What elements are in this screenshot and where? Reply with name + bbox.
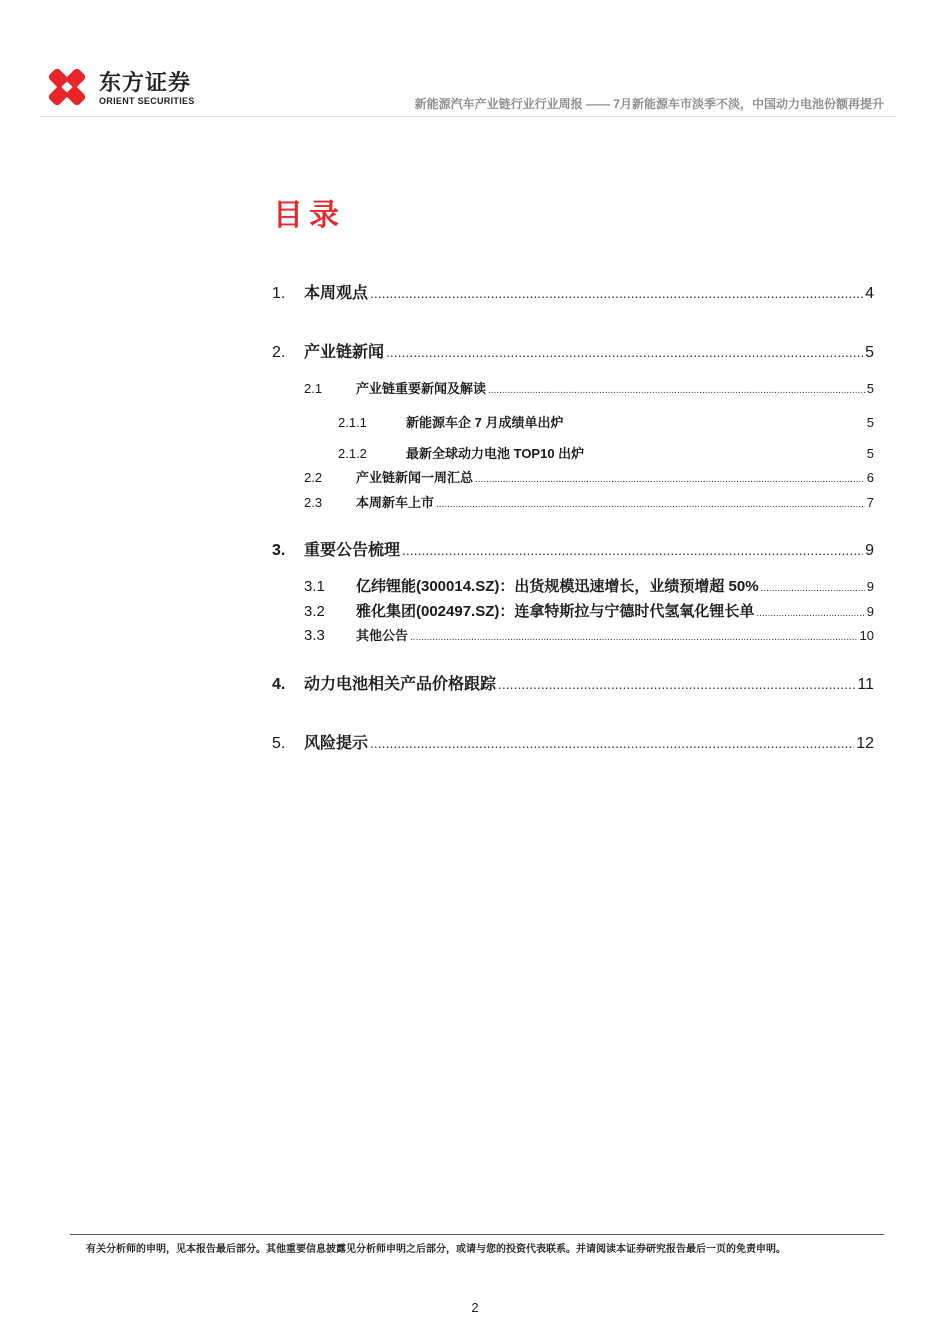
- toc-entry-2[interactable]: [272, 339, 874, 362]
- toc-entry-page: 7: [866, 495, 874, 510]
- toc-entry-label: 产业链新闻一周汇总: [356, 470, 474, 485]
- toc-dot-leader: [475, 474, 865, 485]
- toc-entry-number: 2.1.2: [338, 446, 367, 461]
- toc-dot-leader: [370, 285, 863, 301]
- toc-entry-number: 2.1.1: [338, 415, 367, 430]
- toc-entry-page: 4: [865, 285, 874, 302]
- toc-entry-label: 产业链新闻: [304, 344, 385, 361]
- toc-entry-page: 5: [866, 381, 874, 396]
- orient-securities-logo-icon: [44, 64, 90, 110]
- header-divider: [40, 116, 896, 117]
- toc-entry-2-3[interactable]: [272, 492, 874, 511]
- toc-entry-number: 3.3: [304, 627, 325, 644]
- toc-entry-2-1-2[interactable]: [272, 443, 874, 462]
- brand-name-cn: 东方证券: [99, 70, 192, 95]
- toc-entry-label: 风险提示: [304, 735, 369, 752]
- toc-entry-4[interactable]: [272, 671, 874, 694]
- toc-entry-number: 2.2: [304, 470, 323, 485]
- toc-dot-leader: [488, 385, 865, 396]
- toc-entry-number: 4.: [272, 676, 286, 693]
- toc-entry-2-1-1[interactable]: [272, 412, 874, 431]
- toc-entry-page: 11: [857, 676, 874, 693]
- toc-entry-page: 10: [859, 628, 874, 643]
- toc-entry-3-1[interactable]: [272, 575, 874, 596]
- toc-entry-5[interactable]: [272, 730, 874, 753]
- toc-entry-label: 新能源车企 7 月成绩单出炉: [406, 415, 564, 430]
- toc-entry-label: 雅化集团(002497.SZ)：连拿特斯拉与宁德时代氢氧化锂长单: [356, 603, 755, 620]
- toc-entry-page: 5: [865, 344, 874, 361]
- footer-disclaimer: 有关分析师的申明，见本报告最后部分。其他重要信息披露见分析师申明之后部分，或请与您的投资代表联系。并请阅读本证券研究报告最后一页的免责申明。: [86, 1244, 786, 1255]
- toc-entry-page: 9: [865, 542, 874, 559]
- toc-entry-label: 本周观点: [304, 285, 369, 302]
- toc-dot-leader: [761, 583, 865, 594]
- toc-entry-label: 其他公告: [356, 628, 409, 643]
- toc-entry-page: 9: [866, 604, 874, 619]
- toc-entry-page: 12: [856, 735, 874, 752]
- toc-entry-2-1[interactable]: [272, 378, 874, 397]
- toc-entry-label: 产业链重要新闻及解读: [356, 381, 487, 396]
- toc-entry-3-3[interactable]: [272, 625, 874, 644]
- toc-entry-number: 2.: [272, 344, 286, 361]
- toc-entry-number: 5.: [272, 735, 286, 752]
- toc-entry-3-2[interactable]: [272, 600, 874, 621]
- toc-entry-page: 9: [866, 579, 874, 594]
- toc-entry-2-2[interactable]: [272, 467, 874, 486]
- toc-dot-leader: [370, 735, 854, 751]
- toc-entry-page: 5: [866, 446, 874, 461]
- footer-divider: [70, 1234, 884, 1235]
- toc-heading: 目录: [273, 199, 345, 232]
- toc-entry-label: 最新全球动力电池 TOP10 出炉: [406, 446, 585, 461]
- report-title: 新能源汽车产业链行业行业周报 —— 7月新能源车市淡季不淡，中国动力电池份额再提升: [414, 97, 884, 111]
- page-number: 2: [471, 1300, 479, 1315]
- toc-entry-number: 3.2: [304, 603, 325, 620]
- toc-entry-number: 2.3: [304, 495, 323, 510]
- toc-dot-leader: [756, 608, 864, 619]
- toc-entry-1[interactable]: [272, 280, 874, 303]
- toc-entry-label: 亿纬锂能(300014.SZ)：出货规模迅速增长，业绩预增超 50%: [356, 578, 759, 595]
- toc-entry-number: 1.: [272, 285, 286, 302]
- toc-dot-leader: [386, 344, 863, 360]
- toc-entry-label: 动力电池相关产品价格跟踪: [304, 676, 497, 693]
- toc-entry-3[interactable]: [272, 537, 874, 560]
- toc-dot-leader: [498, 676, 855, 692]
- toc-dot-leader: [410, 632, 858, 643]
- toc-entry-number: 3.: [272, 542, 286, 559]
- toc-entry-page: 6: [866, 470, 874, 485]
- toc-entry-page: 5: [866, 415, 874, 430]
- brand-name-en: ORIENT SECURITIES: [99, 96, 195, 106]
- toc-entry-number: 2.1: [304, 381, 323, 396]
- toc-entry-label: 本周新车上市: [356, 495, 435, 510]
- toc-entry-label: 重要公告梳理: [304, 542, 401, 559]
- toc-dot-leader: [436, 499, 865, 510]
- toc-entry-number: 3.1: [304, 578, 325, 595]
- toc-dot-leader: [402, 542, 863, 558]
